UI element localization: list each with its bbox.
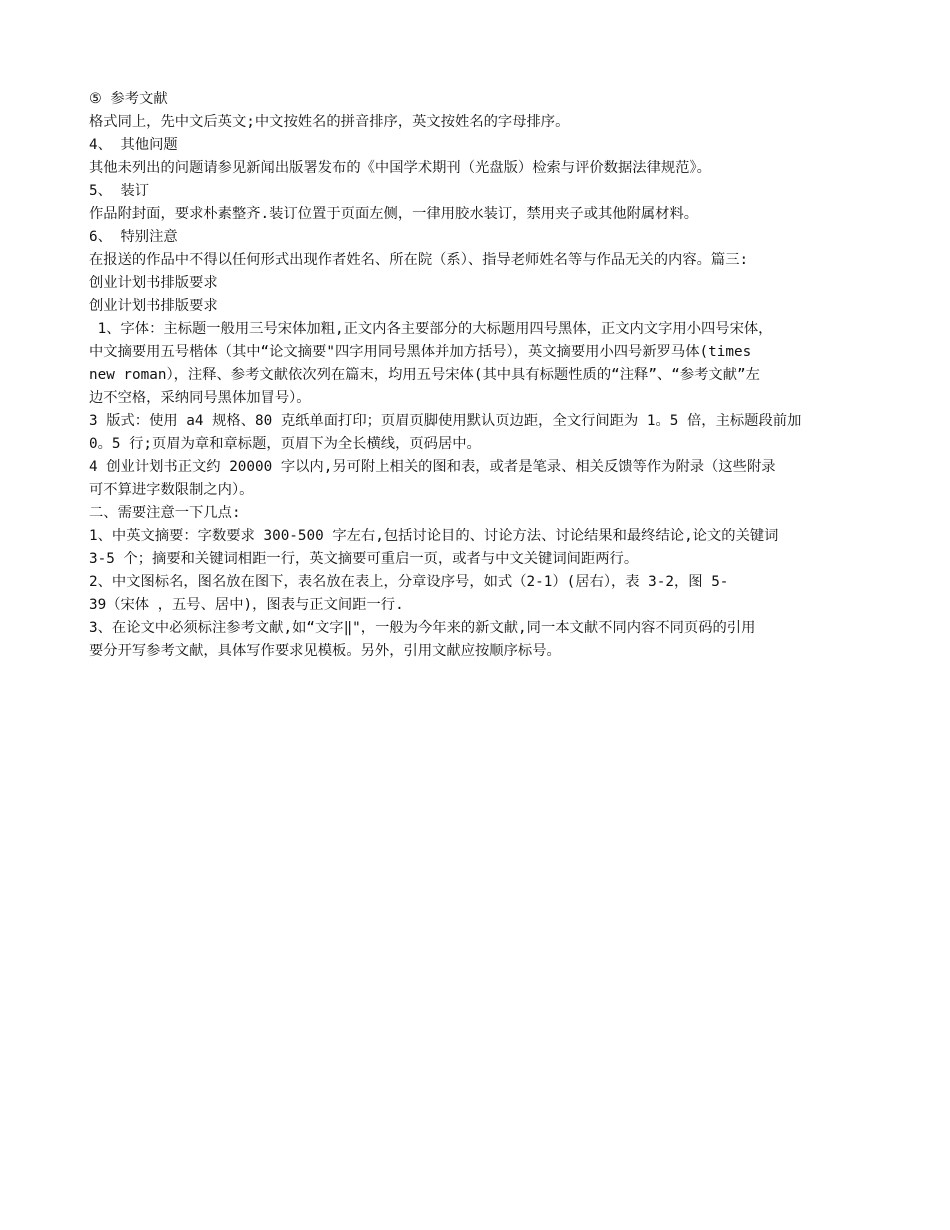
- text-line: 3 版式：使用 a4 规格、80 克纸单面打印；页眉页脚使用默认页边距，全文行间距为 1。5 倍，主标题段前加: [89, 413, 802, 429]
- text-line: 0。5 行;页眉为章和章标题，页眉下为全长横线，页码居中。: [89, 436, 481, 452]
- text-line: 2、中文图标名，图名放在图下，表名放在表上，分章设序号，如式（2-1）(居右），表 3-2，图 5-: [89, 574, 729, 590]
- text-line: 1、中英文摘要：字数要求 300-500 字左右,包括讨论目的、讨论方法、讨论结果和最终结论,论文的关键词: [89, 528, 779, 544]
- text-line: 要分开写参考文献，具体写作要求见模板。另外，引用文献应按顺序标号。: [89, 643, 561, 659]
- text-line: 3、在论文中必须标注参考文献,如“文字‖"，一般为今年来的新文献,同一本文献不同内容不同页码的引用: [89, 620, 756, 636]
- text-line: 其他未列出的问题请参见新闻出版署发布的《中国学术期刊（光盘版）检索与评价数据法律规范》。: [89, 160, 711, 176]
- text-line: 5、 装订: [89, 183, 150, 199]
- text-line: 3-5 个；摘要和关键词相距一行，英文摘要可重启一页，或者与中文关键词间距两行。: [89, 551, 639, 567]
- text-line: 4、 其他问题: [89, 137, 178, 153]
- text-line: 作品附封面，要求朴素整齐.装订位置于页面左侧，一律用胶水装订，禁用夹子或其他附属材料。: [89, 206, 699, 222]
- text-line: new roman），注释、参考文献依次列在篇末，均用五号宋体(其中具有标题性质的“注释”、“参考文献”左: [89, 367, 760, 383]
- text-line: 可不算进字数限制之内）。: [89, 482, 254, 498]
- text-line: 1、字体：主标题一般用三号宋体加粗,正文内各主要部分的大标题用四号黑体，正文内文字用小四号宋体，: [89, 321, 773, 337]
- text-line: 39（宋体 ，五号、居中)，图表与正文间距一行.: [89, 597, 404, 613]
- text-line: 二、需要注意一下几点:: [89, 505, 241, 521]
- text-line: 创业计划书排版要求: [89, 275, 218, 291]
- text-line: 中文摘要用五号楷体（其中“论文摘要"四字用同号黑体并加方括号），英文摘要用小四号新罗马体(times: [89, 344, 752, 360]
- text-line: 6、 特别注意: [89, 229, 178, 245]
- text-line: 格式同上，先中文后英文;中文按姓名的拼音排序，英文按姓名的字母排序。: [89, 114, 570, 130]
- text-line: ⑤ 参考文献: [89, 91, 168, 107]
- text-line: 在报送的作品中不得以任何形式出现作者姓名、所在院（系）、指导老师姓名等与作品无关的内容。篇三:: [89, 252, 749, 268]
- text-line: 4 创业计划书正文约 20000 字以内,另可附上相关的图和表，或者是笔录、相关反馈等作为附录（这些附录: [89, 459, 776, 475]
- text-line: 创业计划书排版要求: [89, 298, 218, 314]
- document-body: [89, 88, 864, 663]
- text-line: 边不空格，采纳同号黑体加冒号）。: [89, 390, 311, 406]
